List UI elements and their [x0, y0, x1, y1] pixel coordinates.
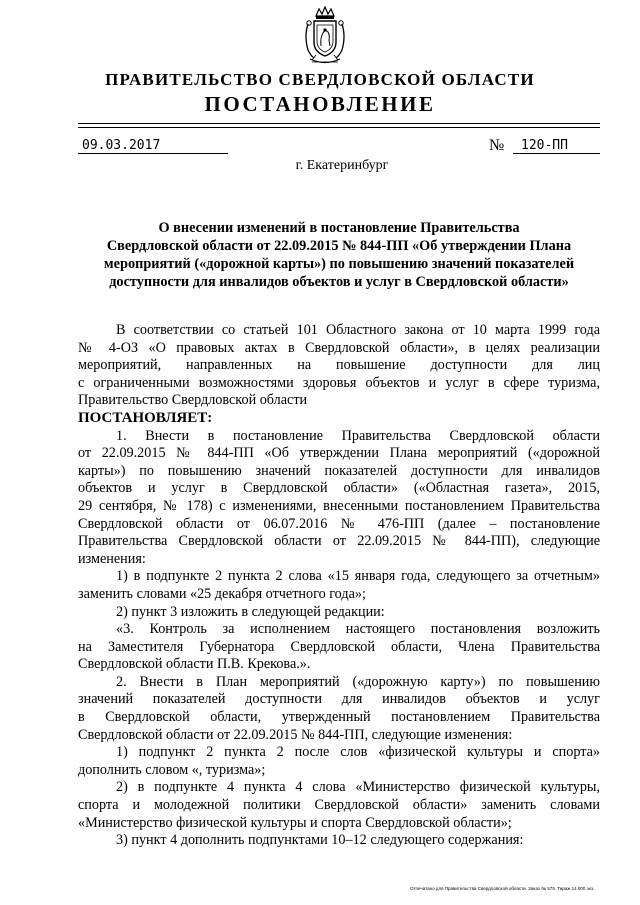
body-line: 1. Внести в постановление Правительства Свердловской области: [116, 427, 600, 444]
city: г. Екатеринбург: [295, 158, 389, 173]
body-line: № 4-ОЗ «О правовых актах в Свердловской области», в целях реализации: [78, 339, 600, 356]
coat-of-arms-icon: [302, 6, 348, 66]
body-line: карты») по повышению значений показателей доступности для инвалидов: [78, 462, 600, 479]
header-rule-thick: [78, 123, 600, 124]
body-line: «3. Контроль за исполнением настоящего постановления возложить: [116, 621, 600, 638]
body-line: Правительства Свердловской области от 22.09.2015 № 844-ПП), следующие: [78, 533, 600, 550]
body-line: объектов и услуг в Свердловской области» («Областная газета», 2015,: [78, 480, 600, 497]
body-line: от 22.09.2015 № 844-ПП «Об утверждении Плана мероприятий («дорожной: [78, 445, 600, 462]
document-title: [78, 219, 600, 291]
body-line: в Свердловской области, утвержденный постановлением Правительства: [78, 709, 600, 726]
body-line: мероприятий, направленных на повышение доступности для лиц: [78, 357, 600, 374]
body-line: 2) пункт 3 изложить в следующей редакции:: [116, 603, 385, 620]
body-line: Свердловской области от 22.09.2015 № 844-ПП, следующие изменения:: [78, 726, 513, 743]
body-line: на Заместителя Губернатора Свердловской области, Члена Правительства: [78, 638, 600, 655]
body-line: 29 сентября, № 178) с изменениями, внесенными постановлением Правительства: [78, 497, 600, 514]
document-type: ПОСТАНОВЛЕНИЕ: [204, 92, 436, 116]
body-line: Свердловской области от 06.07.2016 № 476-ПП (далее – постановление: [78, 515, 600, 532]
title-line: мероприятий («дорожной карты») по повышению значений показателей: [103, 256, 575, 272]
government-title: ПРАВИТЕЛЬСТВО СВЕРДЛОВСКОЙ ОБЛАСТИ: [105, 70, 535, 89]
body-line: 1) в подпункте 2 пункта 2 слова «15 января года, следующего за отчетным»: [116, 568, 600, 585]
body-line: 2) в подпункте 4 пункта 4 слова «Министерство физической культуры,: [116, 779, 600, 796]
document-date: 09.03.2017: [78, 139, 228, 154]
body-line: Правительство Свердловской области: [78, 392, 308, 409]
document-number: 120-ПП: [513, 139, 600, 154]
body-line: 1) подпункт 2 пункта 2 после слов «физической культуры и спорта»: [116, 744, 600, 761]
print-footer: Отпечатано для Правительства Свердловской области. Заказ № 575. Тираж 14 000 экз.: [410, 886, 595, 891]
body-line: спорта и молодежной политики Свердловской области» заменить словами: [78, 797, 600, 814]
body-line: «Министерство физической культуры и спорта Свердловской области»;: [78, 814, 512, 831]
resolves-heading: ПОСТАНОВЛЯЕТ:: [78, 409, 213, 426]
body-line: В соответствии со статьей 101 Областного закона от 10 марта 1999 года: [116, 322, 600, 338]
document-body: [78, 322, 600, 850]
number-sign: №: [489, 137, 505, 154]
body-line: 2. Внести в План мероприятий («дорожную карту») по повышению: [116, 673, 600, 690]
body-line: значений показателей доступности для инвалидов объектов и услуг: [78, 691, 600, 708]
body-line: 3) пункт 4 дополнить подпунктами 10–12 следующего содержания:: [116, 832, 524, 849]
title-line: Свердловской области от 22.09.2015 № 844-ПП «Об утверждении Плана: [106, 238, 572, 254]
body-line: с ограниченными возможностями здоровья объектов и услуг в сфере туризма,: [78, 374, 600, 391]
body-line: заменить словами «25 декабря отчетного года»;: [78, 585, 366, 602]
body-line: Свердловской области П.В. Крекова.».: [78, 656, 311, 673]
header-rule-thin: [78, 127, 600, 128]
title-line: О внесении изменений в постановление Правительства: [158, 220, 520, 236]
title-line: доступности для инвалидов объектов и услуг в Свердловской области»: [109, 274, 569, 290]
body-line: дополнить словом «, туризма»;: [78, 761, 266, 778]
body-line: изменения:: [78, 550, 146, 567]
